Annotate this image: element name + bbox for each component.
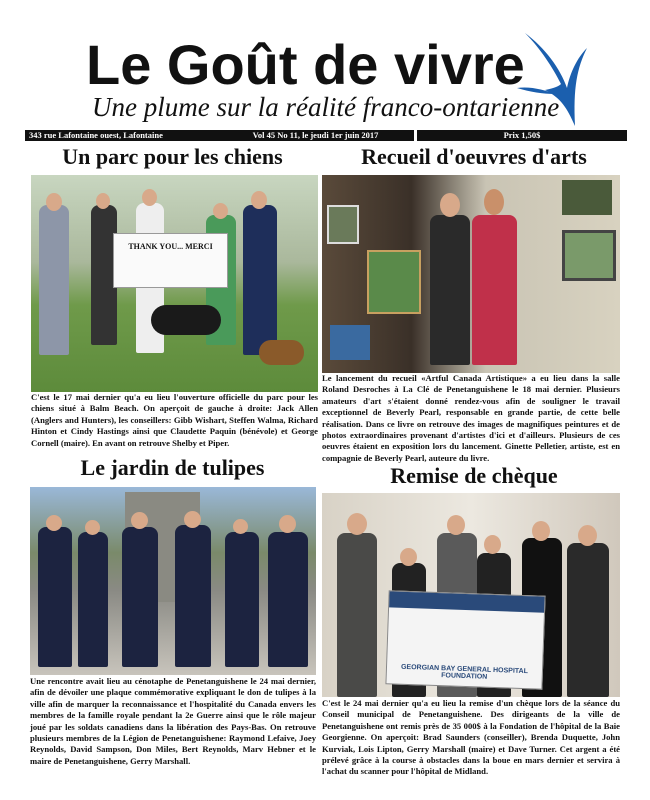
photo-art [322,175,620,373]
caption-art: Le lancement du recueil «Artful Canada Artistique» a eu lieu dans la salle Roland Desroches à La Clé de Penetanguishene le 18 mai dernier. Plusieurs amateurs d'art s'étaient donné rendez-vous afin de souligner le travail exceptionnel de Beverly Pearl, responsable en grande partie, de cette belle réalisation. Dans ce livre on retrouve des images de magnifiques peintures et de photos extraordinaires provenant d'artistes d'ici et d'ailleurs. Plusieurs de ces oeuvres étaient en exposition lors du lancement. Ginette Pelletier, artiste, est en compagnie de Beverly Pearl, auteure du livre. [322,373,620,463]
photo-dog-park [31,175,318,392]
photo-tulips [30,487,316,675]
headline-tulips: Le jardin de tulipes [80,455,265,480]
caption-cheque: C'est le 24 mai dernier qu'a eu lieu la remise d'un chèque lors de la séance du Conseil municipal de Penetanguishene. Des dirigeants de la ville de Penetanguishene ont remis près de 35 000$ à la Fondation de l'hôpital de la Baie Georgienne. On aperçoit: Brad Saunders (conseiller), Brenda Duquette, John Kurviak, Lois Lipton, Gerry Marshall (maire) et Dave Turner. Cet argent a été prélevé grâce à la course à obstacles dans la boue en mars dernier et servira à l'achat du scanner pour l'hôpital de Midland. [322,698,620,777]
headline-dog-park: Un parc pour les chiens [62,144,283,169]
thank-you-sign: THANK YOU... MERCI [113,233,228,288]
masthead-subtitle: Une plume sur la réalité franco-ontarienne [92,92,560,122]
address-bar: 343 rue Lafontaine ouest, Lafontaine [25,130,217,141]
photo-cheque [322,493,620,697]
cheque: GEORGIAN BAY GENERAL HOSPITAL FOUNDATION [385,590,545,689]
caption-tulips: Une rencontre avait lieu au cénotaphe de Penetanguishene le 24 mai dernier, afin de dévoiler une plaque commémorative expliquant le don de tulipes à la ville afin de marquer la reconnaissance et l'hospitalité du Canada envers les membres de la famille royale pendant la 2e Guerre ainsi que le rôle majeur joué par les soldats canadiens dans la libération des Pays-Bas. On retrouve plusieurs membres de la Légion de Penetanguishene: Raymond Lefaive, Joey Reynolds, David Sampson, Don Miles, Bert Reynolds, Marv Hebner et le maire de Penetanguishene, Gerry Marshall. [30,676,316,766]
caption-dog-park: C'est le 17 mai dernier qu'a eu lieu l'ouverture officielle du parc pour les chiens situé à Balm Beach. On aperçoit de gauche à droite: Jack Allen (Anglers and Hunters), les conseillers: Gibb Wishart, Steffen Walma, Richard Hinton et Cindy Hastings ainsi que Claudette Paquin (bénévole) et George Cornell (maire). En avant on retrouve Shelby et Piper. [31,392,318,448]
headline-cheque: Remise de chèque [390,463,558,488]
masthead-title: Le Goût de vivre [86,33,525,96]
price-bar: Prix 1,50$ [417,130,627,141]
headline-art: Recueil d'oeuvres d'arts [361,144,587,169]
issue-bar: Vol 45 No 11, le jeudi 1er juin 2017 [217,130,414,141]
bird-logo-icon [515,28,590,128]
